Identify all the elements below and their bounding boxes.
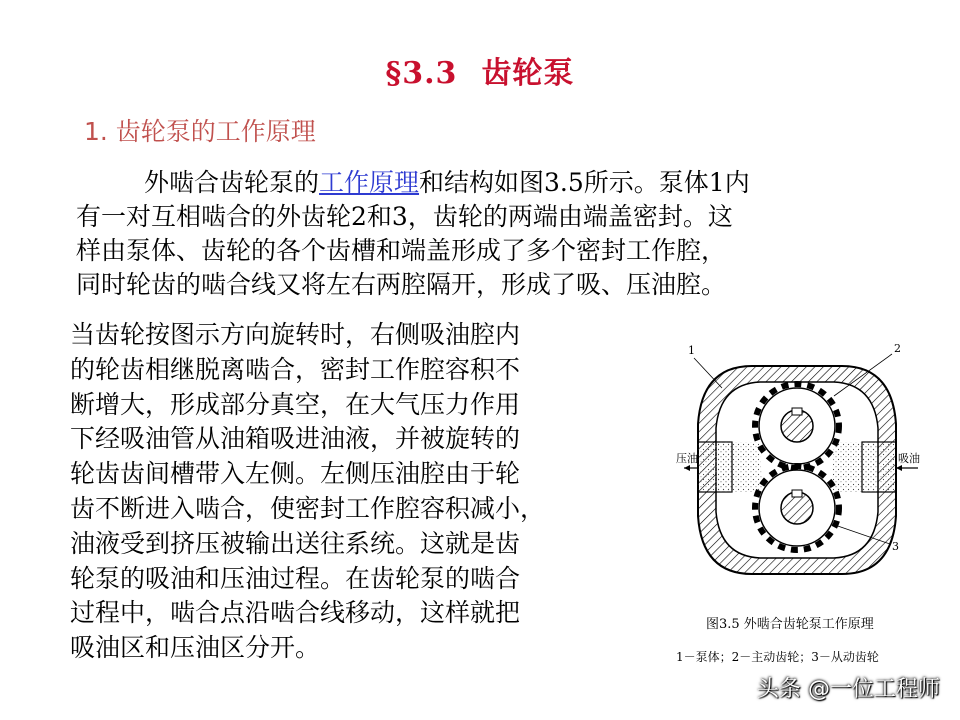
paragraph-line: 油液受到挤压被输出送往系统。这就是齿 [70, 528, 521, 558]
oil-right [832, 442, 876, 492]
oil-left [718, 442, 762, 492]
paragraph-line [76, 166, 916, 200]
leader-1 [694, 358, 722, 388]
paragraph-line: 过程中，啮合点沿啮合线移动，这样就把 [70, 598, 521, 628]
working-principle-link[interactable]: 工作原理 [319, 168, 420, 197]
gear-pump-figure [668, 330, 938, 700]
paragraph-line: 轮齿齿间槽带入左侧。左侧压油腔由于轮 [70, 459, 521, 489]
paragraph-line: 的轮齿相继脱离啮合，密封工作腔容积不 [70, 354, 521, 384]
label-num-1: 1 [688, 344, 695, 357]
paragraph-line: 样由泵体、齿轮的各个齿槽和端盖形成了多个密封工作腔， [76, 236, 727, 265]
paragraph-line: 同时轮齿的啮合线又将左右两腔隔开，形成了吸、压油腔。 [76, 270, 727, 299]
gear-pump-diagram [676, 338, 932, 608]
label-num-2: 2 [894, 342, 901, 355]
figure-legend: 1－泵体；2－主动齿轮；3－从动齿轮 [676, 650, 879, 664]
section-heading: 1. 齿轮泵的工作原理 [84, 117, 316, 146]
label-suction: 吸油 [898, 452, 920, 465]
page-title [0, 48, 960, 92]
figure-caption: 图3.5 外啮合齿轮泵工作原理 [706, 617, 874, 632]
paragraph-line: 下经吸油管从油箱吸进油液，并被旋转的 [70, 424, 521, 454]
paragraph-line: 齿不断进入啮合，使密封工作腔容积减小， [70, 493, 546, 523]
paragraph-line: 断增大，形成部分真空，在大气压力作用 [70, 389, 521, 419]
section-mark: §3.3 [385, 56, 458, 91]
paragraph-text: 和结构如图3.5所示。泵体1内 [419, 168, 750, 197]
paragraph-line: 当齿轮按图示方向旋转时，右侧吸油腔内 [70, 320, 521, 349]
intro-paragraph [76, 166, 916, 302]
paragraph-line: 轮泵的吸油和压油过程。在齿轮泵的啮合 [70, 563, 521, 593]
paragraph-line: 吸油区和压油区分开。 [70, 633, 321, 663]
label-discharge: 压油 [676, 452, 698, 465]
process-paragraph [70, 318, 680, 666]
watermark: 头条 @一位工程师 [757, 677, 940, 702]
title-text: 齿轮泵 [481, 56, 575, 91]
paragraph-text: 外啮合齿轮泵的 [144, 168, 320, 197]
label-num-3: 3 [892, 540, 899, 553]
paragraph-line: 有一对互相啮合的外齿轮2和3，齿轮的两端由端盖密封。这 [76, 202, 733, 231]
